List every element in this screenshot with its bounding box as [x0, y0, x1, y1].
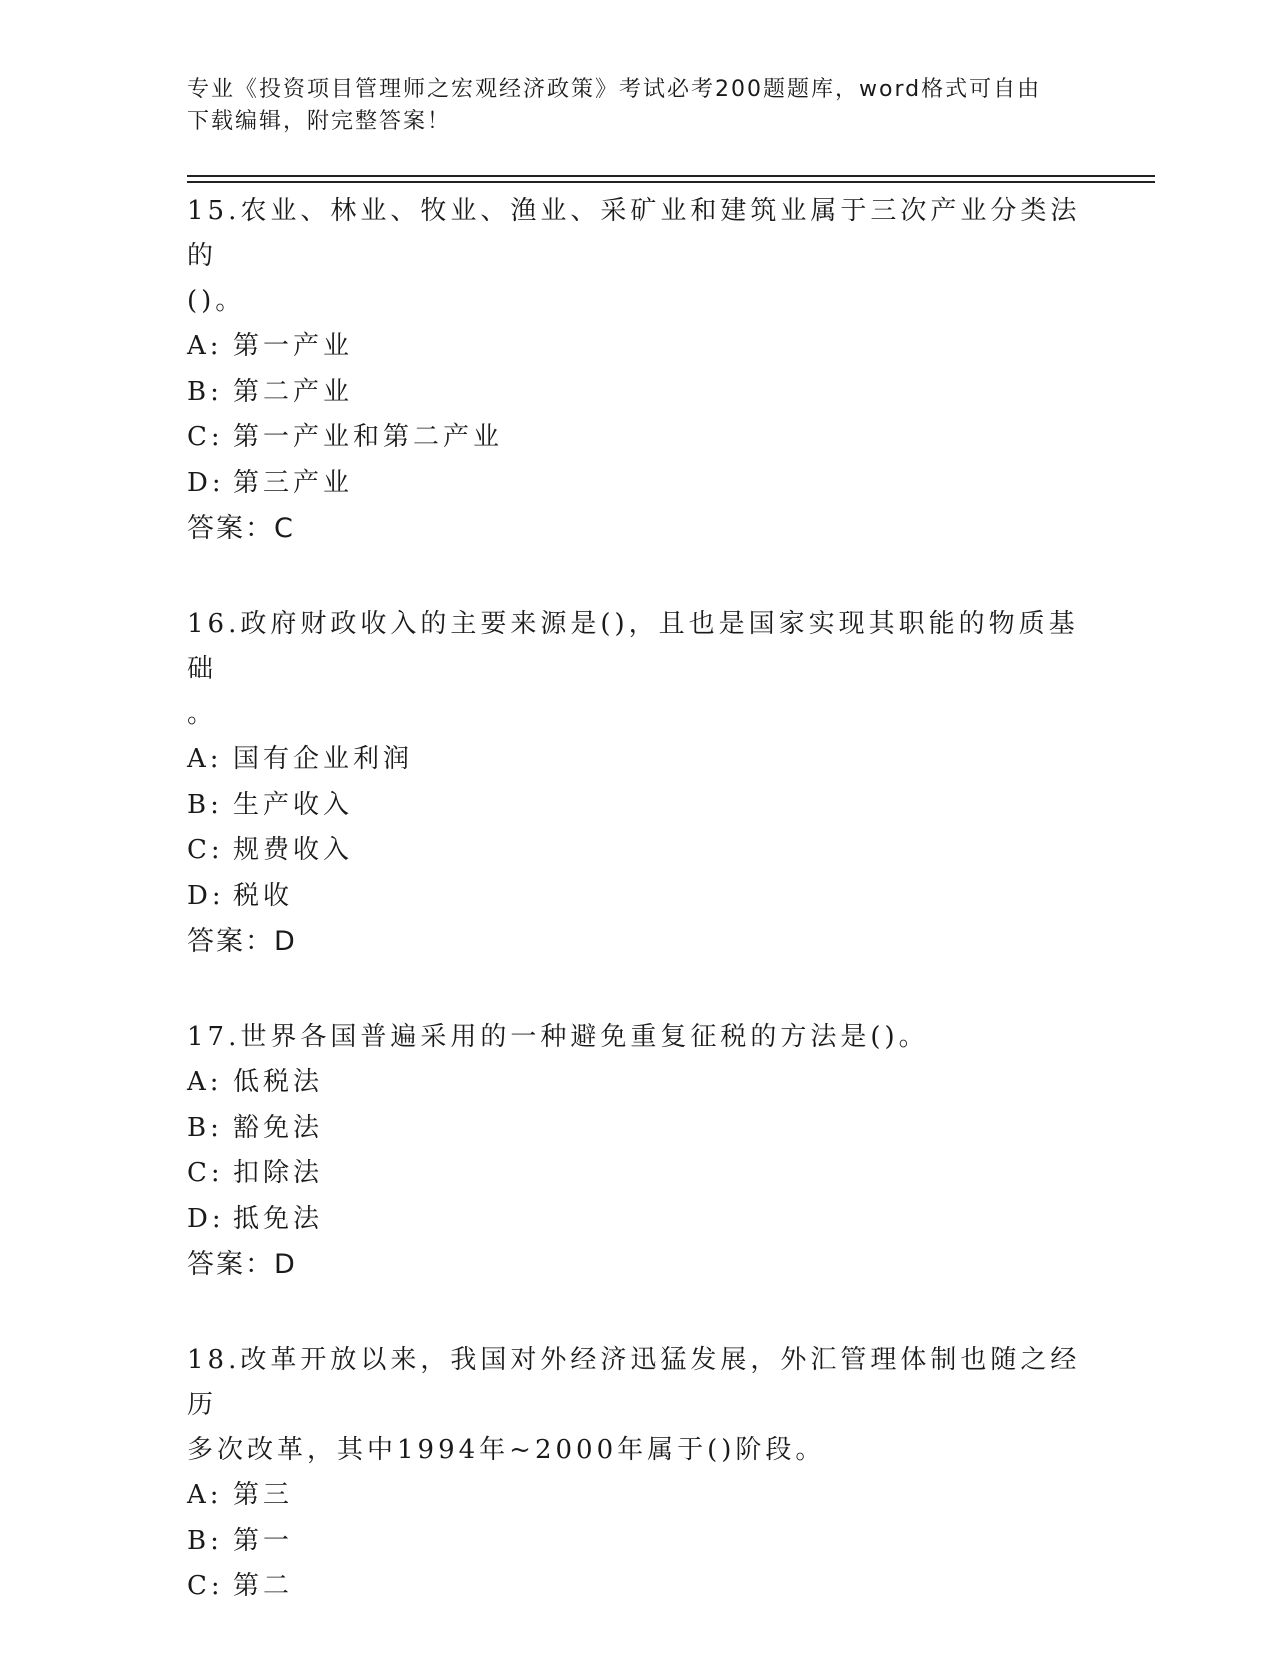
option-text: 扣除法	[233, 1158, 324, 1188]
header-divider-top	[187, 175, 1155, 177]
option-d	[187, 461, 1087, 507]
question-15	[187, 189, 1087, 552]
question-18	[187, 1338, 1087, 1610]
option-letter: A:	[187, 331, 223, 361]
option-text: 抵免法	[233, 1203, 324, 1234]
option-d	[187, 874, 1087, 920]
option-c	[187, 828, 1087, 874]
option-text: 税收	[233, 880, 294, 911]
option-text: 低税法	[233, 1067, 324, 1097]
option-letter: A:	[187, 1067, 223, 1097]
option-b	[187, 1519, 1087, 1565]
option-letter: B:	[187, 789, 223, 820]
option-b	[187, 370, 1087, 416]
option-c	[187, 1151, 1087, 1197]
option-text: 第三	[233, 1480, 294, 1510]
option-a	[187, 737, 1087, 783]
question-stem-line: 15.农业、林业、牧业、渔业、采矿业和建筑业属于三次产业分类法的	[187, 196, 1081, 271]
option-text: 豁免法	[233, 1112, 324, 1143]
answer: 答案：D	[187, 926, 297, 957]
option-letter: D:	[187, 467, 225, 498]
option-letter: B:	[187, 376, 223, 407]
document-header	[187, 74, 1087, 138]
option-text: 第一产业	[233, 331, 354, 361]
question-stem-line: ()。	[187, 286, 246, 316]
option-text: 第一	[233, 1525, 294, 1556]
option-letter: B:	[187, 1112, 223, 1143]
header-divider-bottom	[187, 181, 1155, 183]
option-text: 规费收入	[233, 835, 354, 865]
question-stem-line: 17.世界各国普遍采用的一种避免重复征税的方法是()。	[187, 1022, 929, 1052]
option-a	[187, 1060, 1087, 1106]
option-letter: C:	[187, 1158, 224, 1188]
option-text: 第三产业	[233, 467, 354, 498]
header-line-1: 专业《投资项目管理师之宏观经济政策》考试必考200题题库，word格式可自由	[187, 77, 1042, 102]
option-c	[187, 415, 1087, 461]
question-list	[187, 189, 1087, 1660]
question-stem-line: 多次改革，其中1994年~2000年属于()阶段。	[187, 1435, 826, 1465]
option-letter: C:	[187, 422, 224, 452]
option-text: 第二产业	[233, 376, 354, 407]
question-stem-line: 。	[187, 699, 218, 729]
option-b	[187, 783, 1087, 829]
option-a	[187, 1473, 1087, 1519]
option-c	[187, 1564, 1087, 1610]
option-text: 第二	[233, 1571, 294, 1601]
header-line-2: 下载编辑，附完整答案！	[187, 109, 452, 134]
option-letter: C:	[187, 1571, 224, 1601]
question-stem-line: 18.改革开放以来，我国对外经济迅猛发展，外汇管理体制也随之经历	[187, 1345, 1081, 1420]
option-text: 生产收入	[233, 789, 354, 820]
option-b	[187, 1106, 1087, 1152]
answer: 答案：C	[187, 513, 295, 544]
option-letter: D:	[187, 880, 225, 911]
option-d	[187, 1197, 1087, 1243]
option-letter: A:	[187, 744, 223, 774]
option-letter: A:	[187, 1480, 223, 1510]
option-text: 国有企业利润	[233, 744, 414, 774]
question-16	[187, 602, 1087, 965]
option-letter: B:	[187, 1525, 223, 1556]
option-letter: D:	[187, 1203, 225, 1234]
option-a	[187, 324, 1087, 370]
option-letter: C:	[187, 835, 224, 865]
question-17	[187, 1015, 1087, 1288]
option-text: 第一产业和第二产业	[233, 422, 504, 452]
question-stem-line: 16.政府财政收入的主要来源是()，且也是国家实现其职能的物质基础	[187, 609, 1079, 684]
answer: 答案：D	[187, 1249, 297, 1280]
